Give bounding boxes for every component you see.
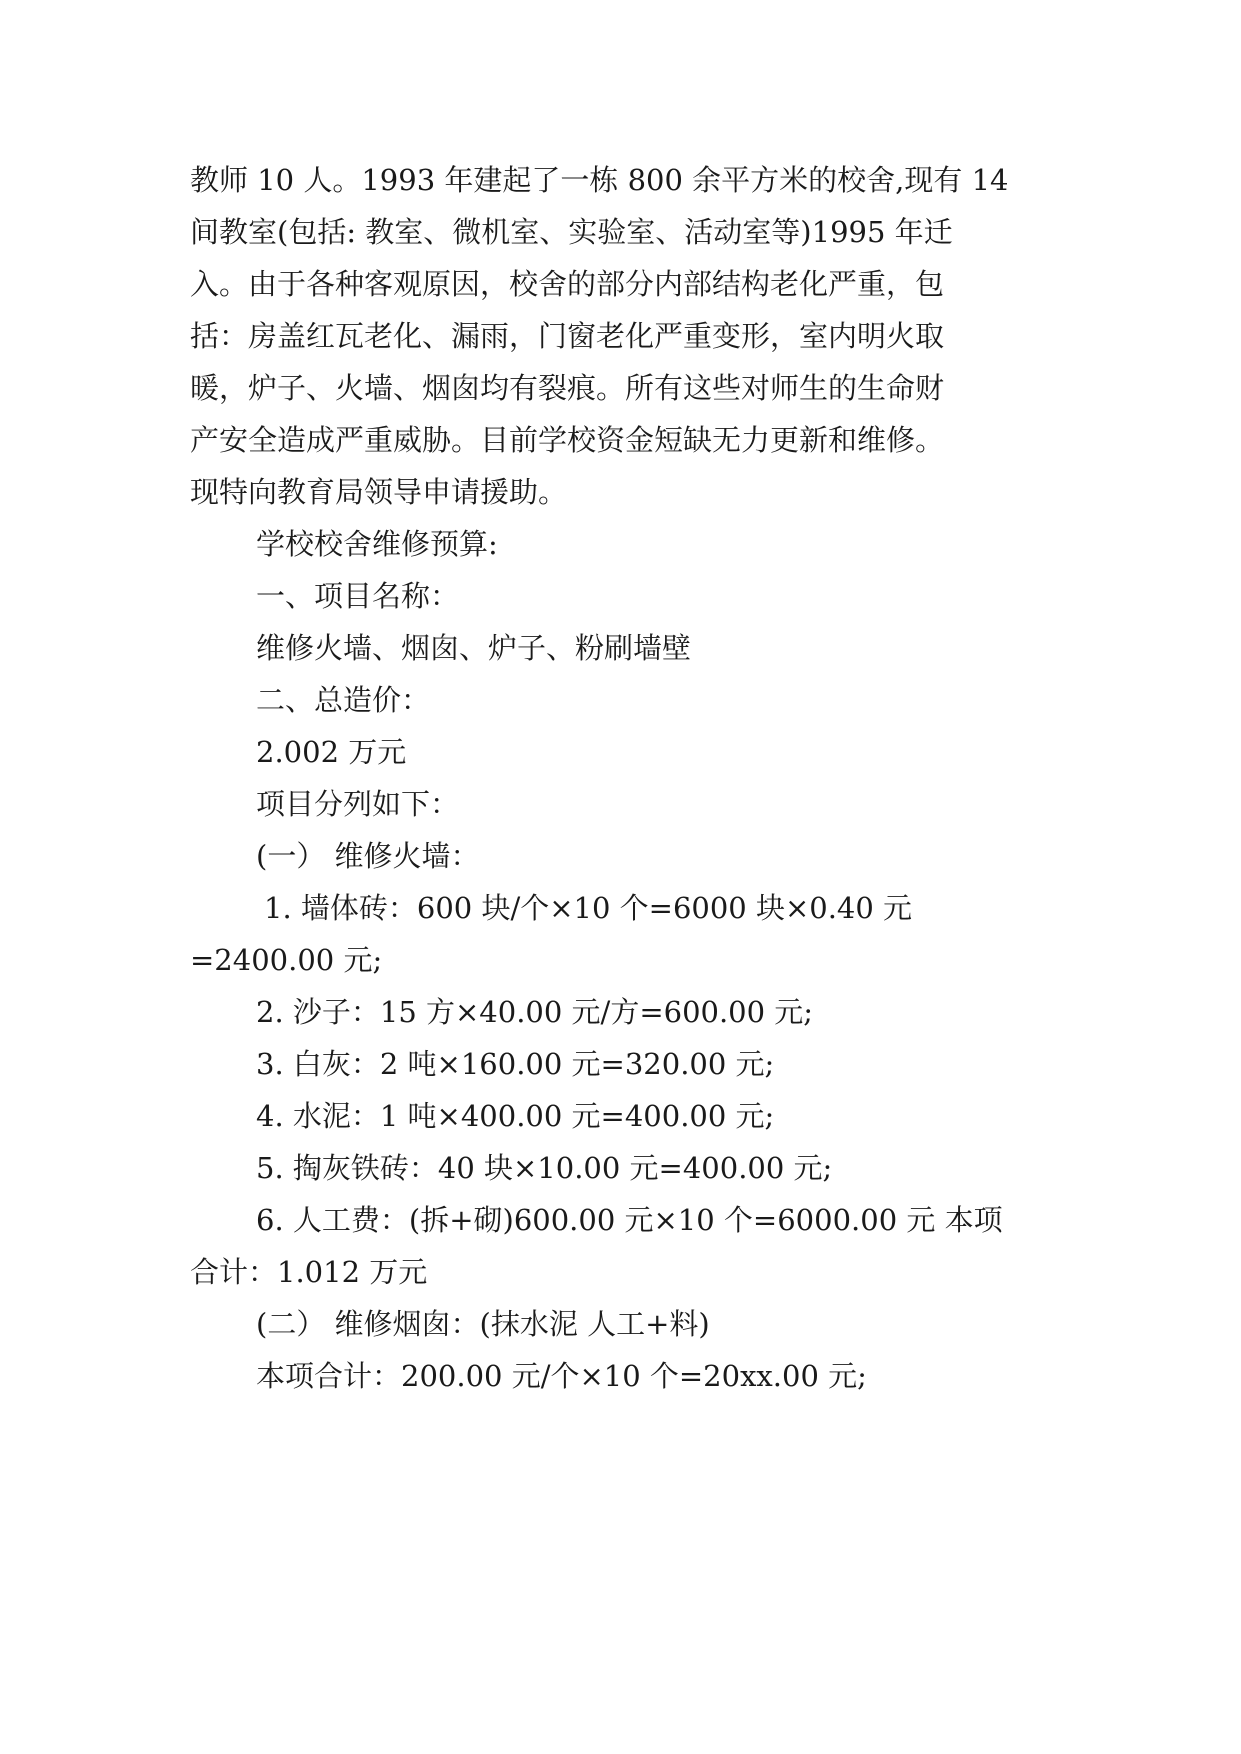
intro-line-1: 教师 10 人。1993 年建起了一栋 800 余平方米的校舍,现有 14 <box>190 163 1009 197</box>
intro-line-2: 间教室(包括: 教室、微机室、实验室、活动室等)1995 年迁 <box>190 215 953 249</box>
section2-heading: (二） 维修烟囱：(抹水泥 人工+料) <box>256 1307 710 1341</box>
total-cost-heading: 二、总造价： <box>256 683 431 717</box>
intro-line-6: 产安全造成严重威胁。目前学校资金短缺无力更新和维修。 <box>190 423 945 457</box>
section1-item-4: 4. 水泥：1 吨×400.00 元=400.00 元; <box>256 1099 775 1133</box>
section1-item-2: 2. 沙子：15 方×40.00 元/方=600.00 元; <box>256 995 814 1029</box>
section1-item-6: 6. 人工费：(拆+砌)600.00 元×10 个=6000.00 元 本项 <box>256 1203 1003 1237</box>
section1-item-3: 3. 白灰：2 吨×160.00 元=320.00 元; <box>256 1047 775 1081</box>
intro-line-7: 现特向教育局领导申请援助。 <box>190 475 568 509</box>
section1-item-5: 5. 掏灰铁砖：40 块×10.00 元=400.00 元; <box>256 1151 833 1185</box>
item-name-heading: 一、项目名称： <box>256 579 460 613</box>
intro-line-3: 入。由于各种客观原因，校舍的部分内部结构老化严重，包 <box>190 267 945 301</box>
section1-item-1-cont: =2400.00 元; <box>190 943 383 977</box>
section1-heading: (一） 维修火墙： <box>256 839 480 873</box>
breakdown-heading: 项目分列如下： <box>256 787 460 821</box>
section1-total: 合计：1.012 万元 <box>190 1255 428 1289</box>
budget-heading: 学校校舍维修预算: <box>256 527 498 561</box>
intro-line-4: 括：房盖红瓦老化、漏雨，门窗老化严重变形，室内明火取 <box>190 319 945 353</box>
section2-total: 本项合计：200.00 元/个×10 个=20xx.00 元; <box>256 1359 867 1393</box>
intro-line-5: 暖，炉子、火墙、烟囱均有裂痕。所有这些对师生的生命财 <box>190 371 945 405</box>
item-name: 维修火墙、烟囱、炉子、粉刷墙壁 <box>256 631 692 665</box>
total-cost: 2.002 万元 <box>256 735 407 769</box>
section1-item-1: 1. 墙体砖：600 块/个×10 个=6000 块×0.40 元 <box>264 891 913 925</box>
